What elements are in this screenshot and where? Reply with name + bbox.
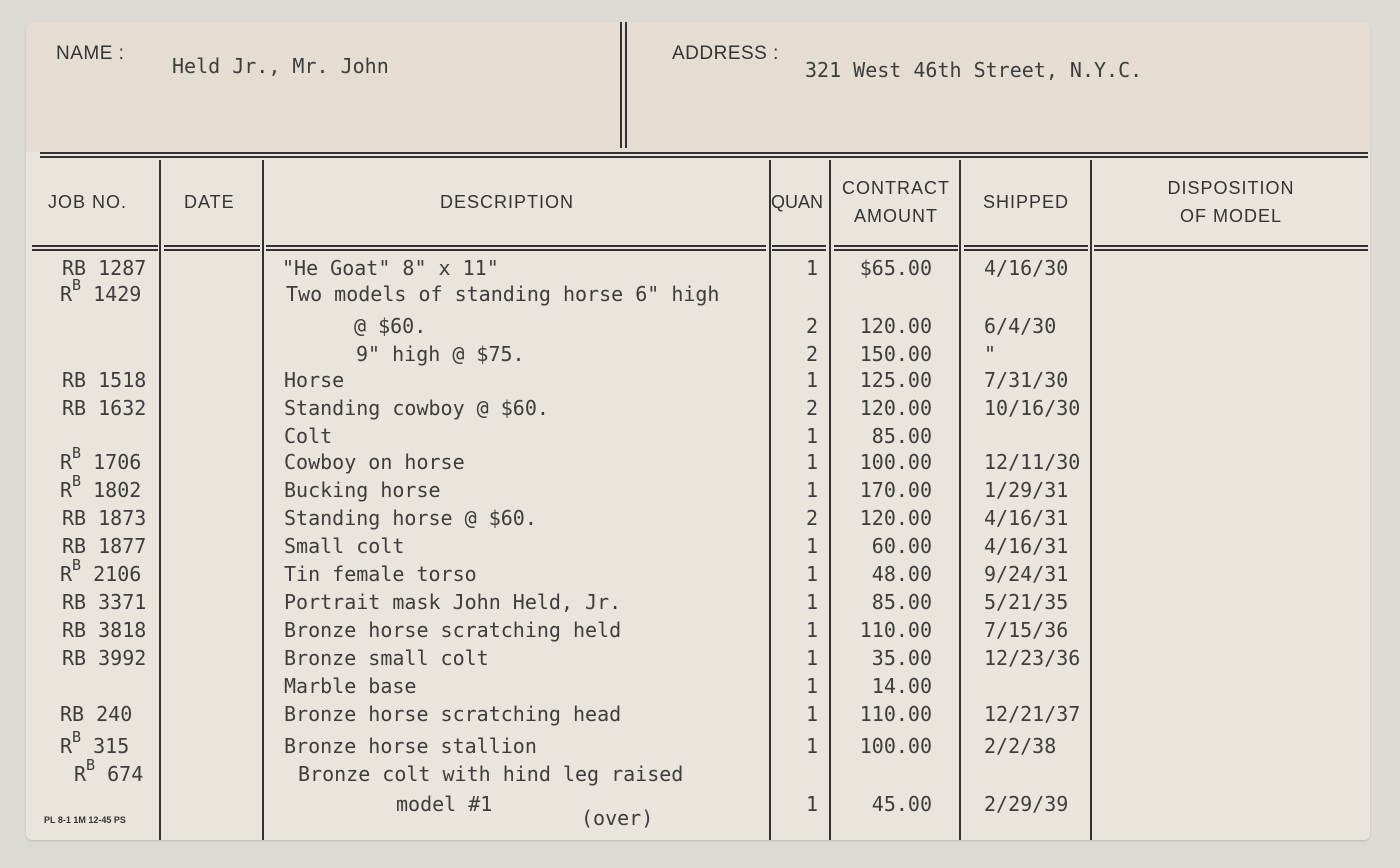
- row-description: Colt: [284, 424, 333, 448]
- job-prefix: R: [60, 478, 73, 502]
- job-number-value: 1518: [98, 368, 147, 392]
- job-number-value: 3818: [98, 618, 147, 642]
- row-quantity: 1: [805, 734, 818, 758]
- row-contract-amount: 120.00: [859, 396, 932, 420]
- row-contract-amount: 35.00: [871, 646, 932, 670]
- row-shipped-date: 5/21/35: [984, 590, 1069, 614]
- job-prefix: R: [74, 762, 87, 786]
- row-shipped-date: 7/15/36: [984, 618, 1069, 642]
- job-prefix-superscript: B: [72, 728, 82, 746]
- job-number-value: 3992: [98, 646, 147, 670]
- row-shipped-date: 4/16/31: [984, 506, 1069, 530]
- row-quantity: 2: [805, 314, 818, 338]
- col-rule: [772, 249, 826, 251]
- row-shipped-date: 4/16/30: [984, 256, 1069, 280]
- col-rule: [266, 249, 766, 251]
- job-number: [62, 508, 146, 528]
- header-date: DATE: [184, 192, 235, 212]
- row-description: model #1: [396, 792, 493, 816]
- job-number-value: 2106: [93, 562, 142, 586]
- header-rule-top: [40, 152, 1368, 154]
- job-prefix: R: [60, 734, 73, 758]
- row-contract-amount: 125.00: [859, 368, 932, 392]
- col-rule: [1094, 245, 1368, 247]
- row-contract-amount: 110.00: [859, 618, 932, 642]
- col-divider-shipped: [1090, 160, 1092, 840]
- row-shipped-date: 6/4/30: [984, 314, 1057, 338]
- job-number-value: 1632: [98, 396, 147, 420]
- row-quantity: 1: [805, 590, 818, 614]
- header-quan: QUAN: [771, 192, 824, 212]
- row-quantity: 1: [805, 674, 818, 698]
- job-prefix: RB: [62, 368, 87, 392]
- row-quantity: 1: [805, 646, 818, 670]
- job-number: [62, 592, 146, 612]
- header-rule-bottom: [40, 156, 1368, 158]
- job-prefix: RB: [62, 256, 87, 280]
- row-contract-amount: 150.00: [859, 342, 932, 366]
- row-description: Standing horse @ $60.: [284, 506, 537, 530]
- address-label: ADDRESS :: [672, 43, 779, 64]
- row-description: Cowboy on horse: [284, 450, 465, 474]
- job-number: [60, 704, 132, 724]
- row-contract-amount: 120.00: [859, 506, 932, 530]
- row-shipped-date: 7/31/30: [984, 368, 1069, 392]
- name-address-divider: [620, 22, 622, 148]
- row-shipped-date: 12/11/30: [984, 450, 1081, 474]
- header-job-no: JOB NO.: [48, 192, 128, 212]
- job-prefix: RB: [62, 590, 87, 614]
- row-contract-amount: 100.00: [859, 734, 932, 758]
- row-description: Marble base: [284, 674, 417, 698]
- row-contract-amount: 120.00: [859, 314, 932, 338]
- job-number-value: 315: [93, 734, 130, 758]
- job-prefix: RB: [62, 534, 87, 558]
- job-number-value: 1877: [98, 534, 147, 558]
- job-number: [74, 756, 144, 786]
- row-contract-amount: 85.00: [871, 424, 932, 448]
- job-prefix: RB: [60, 702, 85, 726]
- name-value: Held Jr., Mr. John: [172, 54, 389, 78]
- row-quantity: 1: [805, 256, 818, 280]
- job-number: [60, 728, 130, 758]
- row-quantity: 1: [805, 534, 818, 558]
- col-divider-job: [159, 160, 161, 840]
- col-divider-amount: [959, 160, 961, 840]
- header-disposition: DISPOSITION: [1167, 178, 1295, 198]
- row-quantity: 2: [805, 342, 818, 366]
- address-value: 321 West 46th Street, N.Y.C.: [805, 58, 1143, 82]
- col-rule: [164, 245, 260, 247]
- row-description: Bronze colt with hind leg raised: [298, 762, 684, 786]
- row-contract-amount: 85.00: [871, 590, 932, 614]
- row-shipped-date: 4/16/31: [984, 534, 1069, 558]
- col-rule: [164, 249, 260, 251]
- job-number: [62, 536, 146, 556]
- job-number: [62, 370, 146, 390]
- printer-code: PL 8-1 1M 12-45 PS: [44, 815, 126, 825]
- header-amount: AMOUNT: [854, 206, 938, 226]
- row-contract-amount: 100.00: [859, 450, 932, 474]
- row-description: Bucking horse: [284, 478, 441, 502]
- col-rule: [772, 245, 826, 247]
- job-prefix: RB: [62, 396, 87, 420]
- col-divider-date: [262, 160, 264, 840]
- job-number-value: 3371: [98, 590, 147, 614]
- header-of-model: OF MODEL: [1179, 206, 1282, 226]
- row-shipped-date: 12/21/37: [984, 702, 1081, 726]
- row-contract-amount: 45.00: [871, 792, 932, 816]
- row-quantity: 2: [805, 396, 818, 420]
- row-description: "He Goat" 8" x 11": [282, 256, 499, 280]
- card-header-area: [26, 22, 1370, 152]
- row-description: Bronze horse stallion: [284, 734, 537, 758]
- row-quantity: 2: [805, 506, 818, 530]
- row-shipped-date: 12/23/36: [984, 646, 1081, 670]
- job-number-value: 1429: [93, 282, 142, 306]
- job-number: [62, 648, 146, 668]
- row-quantity: 1: [805, 368, 818, 392]
- col-rule: [32, 245, 158, 247]
- record-card: [26, 22, 1370, 840]
- row-contract-amount: 60.00: [871, 534, 932, 558]
- row-quantity: 1: [805, 424, 818, 448]
- row-contract-amount: 170.00: [859, 478, 932, 502]
- row-contract-amount: 14.00: [871, 674, 932, 698]
- col-rule: [32, 249, 158, 251]
- row-description: Portrait mask John Held, Jr.: [284, 590, 622, 614]
- header-shipped: SHIPPED: [982, 192, 1070, 212]
- row-shipped-date: 10/16/30: [984, 396, 1081, 420]
- col-rule: [834, 245, 958, 247]
- row-quantity: 1: [805, 618, 818, 642]
- job-number-value: 1873: [98, 506, 147, 530]
- row-description: 9" high @ $75.: [356, 342, 525, 366]
- job-number-value: 1287: [98, 256, 147, 280]
- col-divider-desc: [769, 160, 771, 840]
- row-contract-amount: 48.00: [871, 562, 932, 586]
- name-label: NAME :: [56, 43, 125, 64]
- job-number-value: 1706: [93, 450, 142, 474]
- col-rule: [964, 249, 1088, 251]
- row-shipped-date: ": [984, 342, 997, 366]
- header-contract: CONTRACT: [842, 178, 950, 198]
- job-prefix: RB: [62, 618, 87, 642]
- job-number: [60, 276, 142, 306]
- job-prefix: RB: [62, 506, 87, 530]
- row-description: Bronze horse scratching held: [284, 618, 622, 642]
- header-description: DESCRIPTION: [440, 192, 575, 212]
- row-shipped-date: 1/29/31: [984, 478, 1069, 502]
- job-prefix-superscript: B: [72, 276, 82, 294]
- job-prefix-superscript: B: [72, 556, 82, 574]
- row-shipped-date: 9/24/31: [984, 562, 1069, 586]
- row-description: Two models of standing horse 6" high: [286, 282, 720, 306]
- job-number: [62, 620, 146, 640]
- row-shipped-date: 2/29/39: [984, 792, 1069, 816]
- row-description: Tin female torso: [284, 562, 477, 586]
- col-rule: [964, 245, 1088, 247]
- col-rule: [1094, 249, 1368, 251]
- job-prefix-superscript: B: [72, 472, 82, 490]
- job-prefix: R: [60, 562, 73, 586]
- row-quantity: 1: [805, 450, 818, 474]
- job-number-value: 674: [107, 762, 144, 786]
- job-prefix-superscript: B: [86, 756, 96, 774]
- row-description: Standing cowboy @ $60.: [284, 396, 549, 420]
- job-prefix: R: [60, 450, 73, 474]
- row-quantity: 1: [805, 562, 818, 586]
- row-quantity: 1: [805, 478, 818, 502]
- row-description: Horse: [284, 368, 345, 392]
- job-number: [60, 472, 142, 502]
- job-number-value: 1802: [93, 478, 142, 502]
- job-number: [60, 444, 142, 474]
- job-number: [62, 398, 146, 418]
- job-number: [62, 258, 146, 278]
- name-address-divider-2: [625, 22, 627, 148]
- col-rule: [266, 245, 766, 247]
- col-divider-quan: [829, 160, 831, 840]
- row-contract-amount: $65.00: [859, 256, 932, 280]
- row-contract-amount: 110.00: [859, 702, 932, 726]
- job-number-value: 240: [96, 702, 133, 726]
- job-prefix: R: [60, 282, 73, 306]
- row-description: Bronze small colt: [284, 646, 489, 670]
- row-description: Small colt: [284, 534, 405, 558]
- job-prefix-superscript: B: [72, 444, 82, 462]
- row-quantity: 1: [805, 702, 818, 726]
- row-shipped-date: 2/2/38: [984, 734, 1057, 758]
- row-description: @ $60.: [354, 314, 427, 338]
- job-number: [60, 556, 142, 586]
- col-rule: [834, 249, 958, 251]
- row-description: Bronze horse scratching head: [284, 702, 622, 726]
- job-prefix: RB: [62, 646, 87, 670]
- over-note: (over): [581, 806, 654, 830]
- row-quantity: 1: [805, 792, 818, 816]
